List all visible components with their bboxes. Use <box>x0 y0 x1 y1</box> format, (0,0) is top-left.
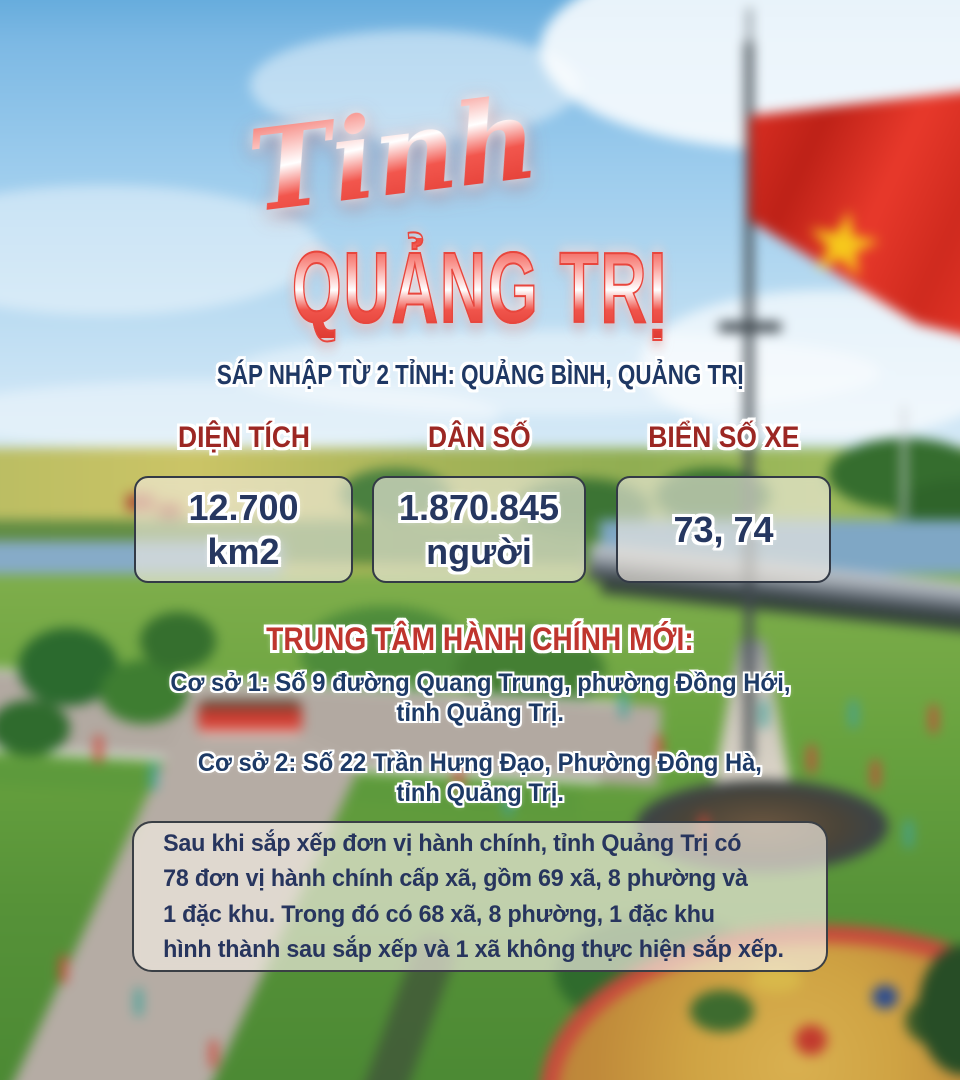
stat-box-area <box>134 476 353 583</box>
address-line: tỉnh Quảng Trị. <box>396 779 564 807</box>
stat-value: 1.870.845 <box>398 486 560 528</box>
stat-label-area: DIỆN TÍCH <box>177 421 310 454</box>
address-line: Cơ sở 1: Số 9 đường Quang Trung, phường Đồng Hới, <box>169 669 791 697</box>
summary-line: hình thành sau sắp xếp và 1 xã không thực hiện sắp xếp. <box>163 936 784 963</box>
address-line: Cơ sở 2: Số 22 Trần Hưng Đạo, Phường Đông Hà, <box>197 749 763 777</box>
admin-center-heading: TRUNG TÂM HÀNH CHÍNH MỚI: <box>266 621 694 657</box>
stat-label-plate: BIỂN SỐ XE <box>647 421 800 454</box>
summary-line: 78 đơn vị hành chính cấp xã, gồm 69 xã, 8 phường và <box>163 865 748 892</box>
summary-box <box>132 821 828 972</box>
admin-location-2 <box>0 748 960 808</box>
stat-box-plate <box>616 476 831 583</box>
admin-location-1 <box>0 668 960 728</box>
subtitle: SÁP NHẬP TỪ 2 TỈNH: QUẢNG BÌNH, QUẢNG TRỊ <box>216 359 744 390</box>
address-line: tỉnh Quảng Trị. <box>396 699 564 727</box>
stat-box-population <box>372 476 586 583</box>
page-title-text: QUẢNG TRỊ <box>291 232 669 344</box>
summary-line: 1 đặc khu. Trong đó có 68 xã, 8 phường, 1 đặc khu <box>163 900 715 928</box>
stat-unit: người <box>426 530 532 572</box>
stat-value: 12.700 <box>188 486 299 528</box>
stat-unit: km2 <box>207 530 280 572</box>
title-script: Tỉnh <box>241 72 545 239</box>
summary-line: Sau khi sắp xếp đơn vị hành chính, tỉnh Quảng Trị có <box>163 829 742 857</box>
page-title <box>0 232 960 344</box>
stat-label-population: DÂN SỐ <box>427 421 531 454</box>
summary-text <box>134 826 784 968</box>
stat-value: 73, 74 <box>673 508 774 550</box>
